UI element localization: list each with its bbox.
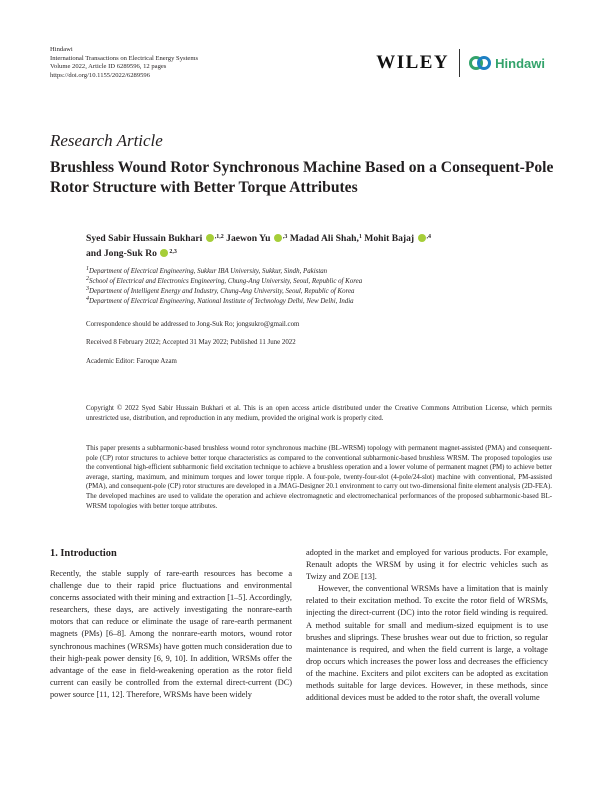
publisher-logos	[376, 48, 545, 78]
hindawi-logo-text: Hindawi	[495, 55, 545, 71]
paper-title: Brushless Wound Rotor Synchronous Machine Based on a Consequent-Pole Rotor Structure with Better Torque Attributes	[50, 159, 554, 196]
body-column-right	[306, 547, 548, 704]
affiliation-number: 2	[86, 276, 89, 282]
affiliation-item	[86, 287, 566, 297]
affiliation-text: Department of Electrical Engineering, Sukkur IBA University, Sukkur, Sindh, Pakistan	[89, 268, 328, 275]
wiley-logo: WILEY	[376, 52, 450, 73]
abstract-text: This paper presents a subharmonic-based brushless wound rotor synchronous machine (BL-WRSM) topology with permanent magnet-assisted (PMA) and consequent-pole (CP) rotor structures to achieve better torque characteristics as compared to the conventional subharmonic-based brushless WRSM. The proposed topologies use the conventional high-efficient subharmonic field excitation technique to achieve a brushless operation and a lower volume of permanent magnet (PM) to achieve better average, starting, maximum, and minimum torques and lower torque ripple. A four-pole, twenty-four-slot (4-pole/24-slot) machine with conventional, PM-assisted (PMA), and consequent-pole (CP) rotor structures are developed in a JMAG-Designer 20.1 environment to carry out two-dimensional finite element analysis (2D-FEA). The developed machines are used to validate the operation and achieve electromagnetic and electromechanical performances of the proposed subharmonic-based BL-WRSM topologies with better torque attributes.	[86, 445, 552, 510]
affiliation-number: 4	[86, 296, 89, 302]
author-list	[86, 231, 556, 261]
academic-editor: Academic Editor: Faroque Azam	[86, 358, 177, 365]
copyright-notice: Copyright © 2022 Syed Sabir Hussain Bukhari et al. This is an open access article distributed under the Creative Commons Attribution License, which permits unrestricted use, distribution, and reproduction in any medium, provided the original work is properly cited.	[86, 405, 552, 422]
author-affiliation-marker: ,1,2	[214, 234, 224, 240]
logo-divider	[459, 49, 460, 77]
correspondence-note: Correspondence should be addressed to Jong-Suk Ro; jongsukro@gmail.com	[86, 321, 300, 328]
orcid-icon[interactable]	[160, 249, 168, 257]
journal-name: International Transactions on Electrical Energy Systems	[50, 54, 199, 62]
affiliation-text: Department of Electrical Engineering, National Institute of Technology Delhi, New Delhi, India	[89, 298, 354, 305]
author-affiliation-marker: 2,3	[169, 249, 177, 255]
affiliation-item	[86, 267, 566, 277]
volume-info: Volume 2022, Article ID 6289596, 12 pages	[50, 63, 167, 71]
body-paragraph: However, the conventional WRSMs have a limitation that is mainly related to their excitation method. To excite the rotor field of WRSMs, injecting the direct-current (DC) into the rotor field winding is required. A method suitable for small and medium-sized equipment is to use brushes and sliprings. These brushes wear out due to friction, so regular maintenance is required, and when the field current is large, a voltage drop occurs which increases the power loss and decreases the efficiency of the machine. Exciters and pilot exciters can be adopted as excitation methods suitable for large devices. However, in these methods, since additional devices must be added to the rotor shaft, the overall volume	[306, 584, 548, 703]
author-affiliation-marker: ,4	[426, 234, 432, 240]
publication-dates: Received 8 February 2022; Accepted 31 May 2022; Published 11 June 2022	[86, 339, 296, 346]
affiliation-number: 3	[86, 286, 89, 292]
author-name[interactable]: Mohit Bajaj	[364, 233, 415, 244]
body-paragraph: adopted in the market and employed for various products. For example, Renault adopts the WRSM by using it for electric vehicles such as Twizy and ZOE [13].	[306, 548, 548, 582]
doi-link[interactable]: https://doi.org/10.1155/2022/6289596	[50, 71, 151, 79]
affiliation-item	[86, 277, 566, 287]
author-affiliation-marker: ,3	[282, 234, 288, 240]
article-type: Research Article	[50, 131, 163, 150]
body-paragraph: Recently, the stable supply of rare-earth resources has become a challenge due to their rapid price fluctuations and environmental concerns associated with their mining and extraction [1–5]. Accordingly, researchers, these days, are actively investigating the nonrare-earth motors that can reduce or eliminate the usage of rare-earth permanent magnets (PMs) [6–8]. Among the nonrare-earth motors, wound rotor synchronous machines (WRSMs) have gotten much consideration due to their high-peak power density [6, 9, 10]. In addition, WRSMs offer the advantage of the ease in field-weakening operation as the rotor field current can easily be controlled from the external direct-current (DC) power source [11, 12]. Therefore, WRSMs have been widely	[50, 569, 292, 699]
affiliation-number: 1	[86, 266, 89, 272]
orcid-icon[interactable]	[418, 234, 426, 242]
orcid-icon[interactable]	[274, 234, 282, 242]
author-affiliation-marker: 1	[358, 234, 362, 240]
hindawi-rings-icon	[468, 55, 492, 71]
affiliation-item	[86, 297, 566, 307]
author-name[interactable]: Jaewon Yu	[226, 233, 271, 244]
author-name[interactable]: Syed Sabir Hussain Bukhari	[86, 233, 203, 244]
author-conjunction: and	[86, 248, 102, 259]
author-name[interactable]: Madad Ali Shah,	[289, 233, 359, 244]
journal-header	[50, 46, 198, 80]
body-column-left	[50, 568, 292, 701]
affiliation-text: Department of Intelligent Energy and Industry, Chung-Ang University, Seoul, Republic of Korea	[89, 288, 355, 295]
hindawi-logo	[468, 55, 545, 71]
author-name[interactable]: Jong-Suk Ro	[103, 248, 157, 259]
orcid-icon[interactable]	[206, 234, 214, 242]
affiliation-text: School of Electrical and Electronics Engineering, Chung-Ang University, Seoul, Republic of Korea	[89, 278, 363, 285]
affiliation-list	[86, 267, 566, 307]
publisher-name: Hindawi	[50, 46, 73, 53]
section-heading: 1. Introduction	[50, 548, 117, 559]
